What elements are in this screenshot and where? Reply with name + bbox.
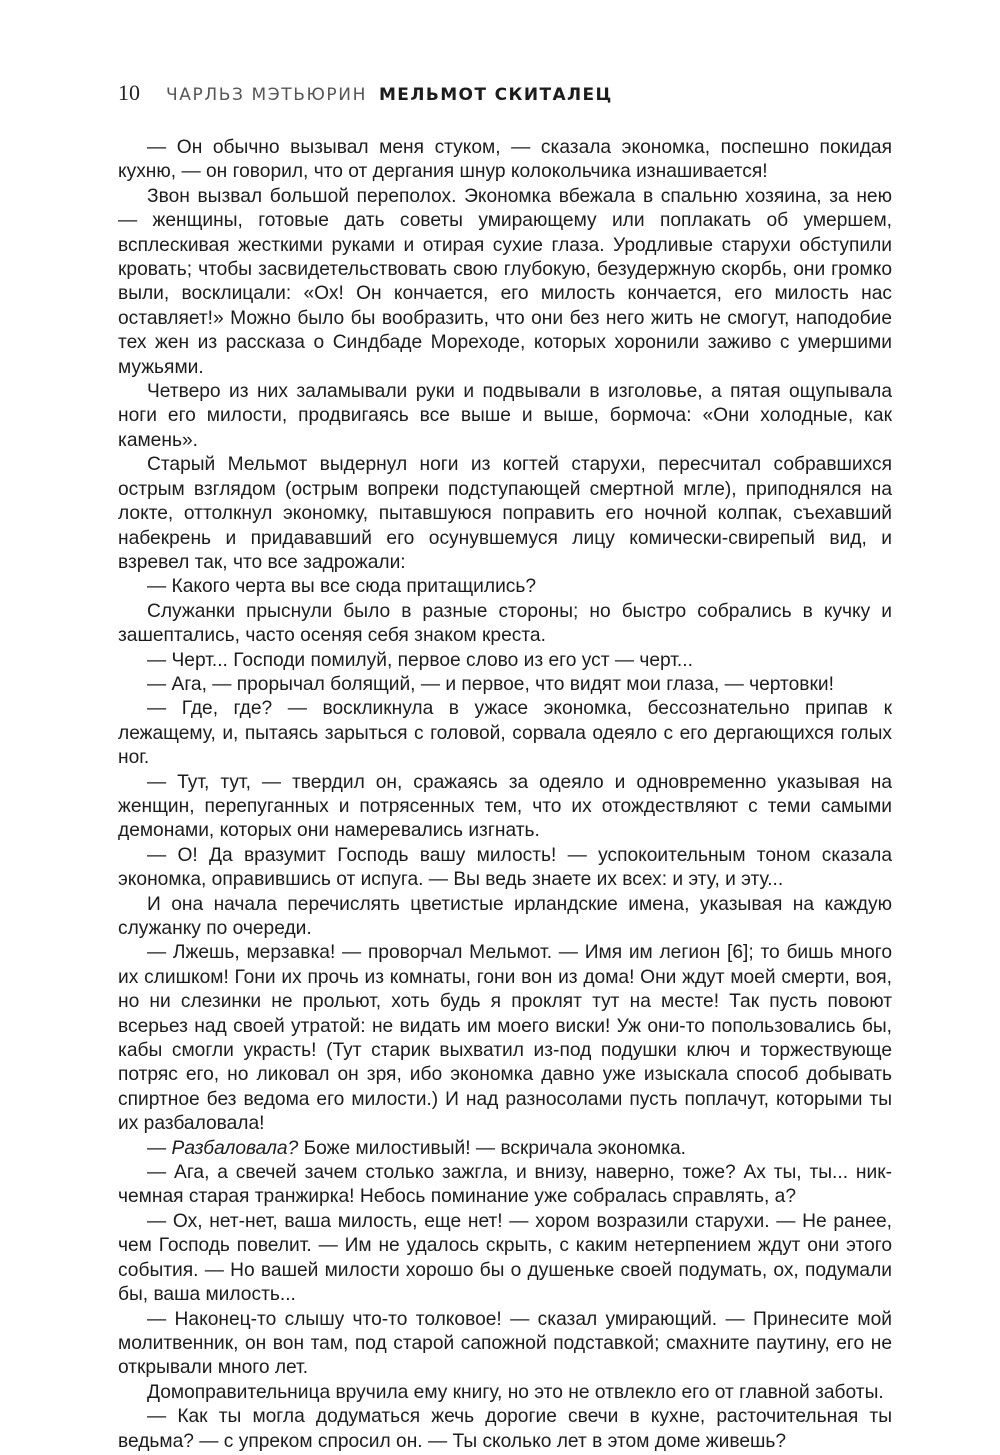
author-name: ЧАРЛЬЗ МЭТЬЮРИН (166, 85, 367, 105)
paragraph: — Наконец-то слышу что-то толковое! — сказал умирающий. — Принесите мой молитвенник, он вон там, под старой сапожной подставкой; смахните паутину, его не открывали много лет. (118, 1308, 892, 1379)
paragraph: — Тут, тут, — твердил он, сражаясь за одеяло и одновременно указывая на женщин, перепуганных и потрясенных тем, что их отождествляют с теми самыми демонами, которых они намеревались изгнать. (118, 771, 892, 842)
paragraph: — О! Да вразумит Господь вашу милость! — успокоительным тоном сказала экономка, оправившись от испуга. — Вы ведь знаете их всех: и эту, и эту... (118, 844, 892, 891)
paragraph: Четверо из них заламывали руки и подвывали в изголовье, а пятая ощупывала ноги его милости, продвигаясь все выше и выше, бормоча: «Они холодные, как камень». (118, 381, 892, 451)
italic-word: Разбаловала? (171, 1137, 299, 1159)
paragraph: — Какого черта вы все сюда притащились? (147, 576, 537, 598)
text-body (118, 136, 892, 1454)
paragraph: — Черт... Господи помилуй, первое слово из его уст — черт... (147, 649, 693, 671)
paragraph: — Ага, — прорычал болящий, — и первое, что видят мои глаза, — чертовки! (147, 673, 834, 695)
paragraph: — Ох, нет-нет, ваша милость, еще нет! — хором возразили старухи. — Не ранее, чем Господь повелит. — Им не удалось скрыть, с каким нетерпением ждут они этого события. — Но вашей милости хорошо бы о душеньке своей подумать, ох, подумали бы, ваша милость... (118, 1210, 892, 1306)
dialogue-dash: — (147, 1137, 172, 1159)
paragraph-rest: Боже милостивый! — вскричала экономка. (298, 1137, 687, 1159)
paragraph: Старый Мельмот выдернул ноги из когтей старухи, пересчитал собравшихся острым взглядом (острым вопреки подступающей смертной мгле), приподнялся на локте, оттолкнул экономку, пытавшуюся поправить его ночной колпак, съехавший набекрень и придававший его осунувшемуся лицу комически-свирепый вид, и взревел так, что все задрожали: (118, 454, 892, 573)
paragraph-with-italic (118, 1137, 892, 1161)
paragraph: Домоправительница вручила ему книгу, но это не отвлекло его от главной заботы. (147, 1381, 884, 1403)
paragraph: — Как ты могла додуматься жечь дорогие свечи в кухне, расточительная ты ведьма? — с упреком спросил он. — Ты сколько лет в этом доме живешь? (118, 1406, 892, 1452)
book-title: МЕЛЬМОТ СКИТАЛЕЦ (378, 85, 613, 105)
paragraph: Служанки прыснули было в разные стороны; но быстро собрались в кучку и зашептались, часто осеняя себя знаком креста. (118, 600, 892, 647)
paragraph: И она начала перечислять цветистые ирландские имена, указывая на каждую служанку по очереди. (118, 893, 892, 939)
paragraph: — Лжешь, мерзавка! — проворчал Мельмот. — Имя им легион [6]; то бишь много их слишком! Гони их прочь из комнаты, гони вон из дома! Они ждут моей смерти, воя, но ни слезинки не прольют, хоть будь я проклят тут на месте! Так пусть повоют всерьез над своей утратой: не видать им моего виски! Уж они-то попользовались бы, кабы смогли украсть! (Тут старик выхватил из-под подушки ключ и торжествующе потряс его, но ликовал он зря, ибо экономка давно уже изыскала способ добывать спиртное без ведома его милости.) И над разносолами пусть поплачут, которыми ты их разбаловала! (118, 942, 892, 1135)
paragraph: Звон вызвал большой переполох. Экономка вбежала в спальню хозяина, за нею — женщины, готовые дать советы умирающему или поплакать об умершем, всплескивая жесткими руками и отирая сухие глаза. Уродливые старухи обступили кровать; чтобы засвидетельствовать свою глубокую, безудержную скорбь, они громко выли, восклицали: «Ох! Он кончается, его милость кончается, его милость нас оставляет!» Можно было бы вообразить, что они без него жить не смогут, наподобие тех жен из рассказа о Синдбаде Мореходе, которых хоронили заживо с умершими мужьями. (118, 185, 892, 378)
paragraph: — Где, где? — воскликнула в ужасе экономка, бессознательно припав к лежащему, и, пытаясь зарыться с головой, сорвала одеяло с его дергающихся голых ног. (118, 698, 892, 769)
paragraph: — Ага, а свечей зачем столько зажгла, и внизу, наверно, тоже? Ах ты, ты... никчемная старая транжирка! Небось поминание уже собралась справлять, а? (118, 1162, 892, 1208)
paragraph: — Он обычно вызывал меня стуком, — сказала экономка, поспешно покидая кухню, — он говорил, что от дергания шнур колокольчика изнашивается! (118, 137, 892, 183)
running-head (118, 80, 613, 110)
page-number: 10 (118, 80, 140, 105)
